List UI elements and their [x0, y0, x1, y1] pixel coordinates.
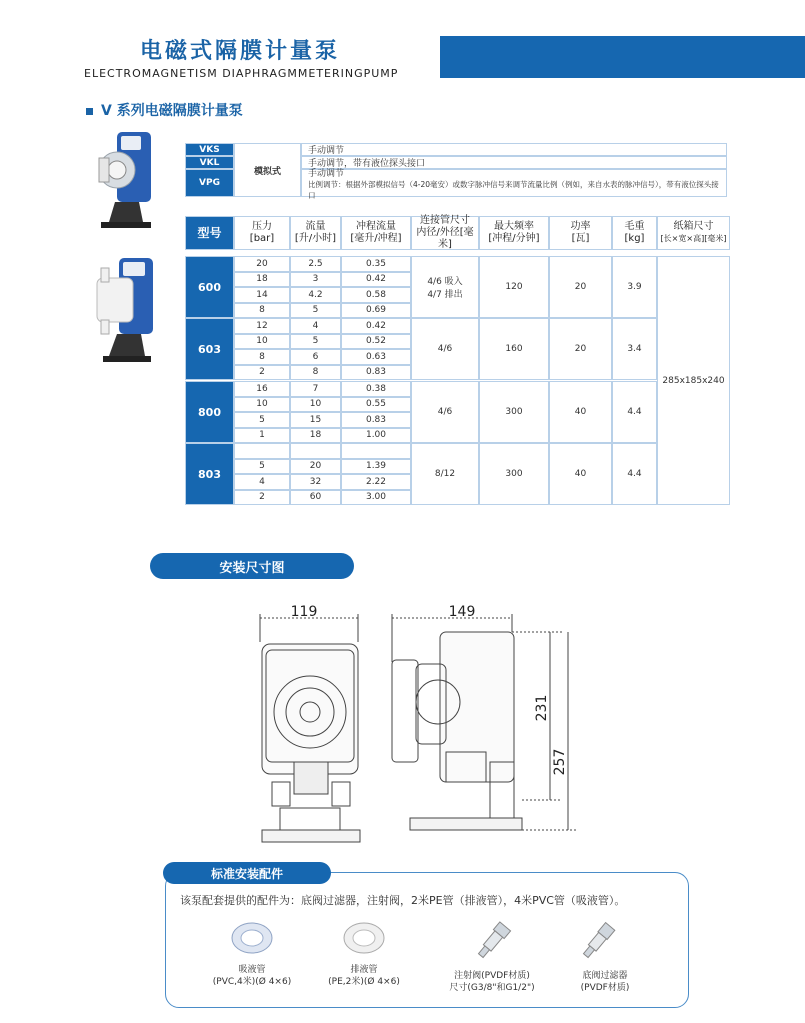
spec-stroke-volume: 0.42 [341, 272, 411, 288]
header-bar [440, 36, 805, 78]
dim-height-total: 257 [552, 748, 568, 776]
spec-header-line1: 压力 [251, 221, 272, 232]
spec-header-line1: 连接管尺寸 [420, 215, 470, 226]
install-dimensions-title: 安装尺寸图 [150, 553, 354, 579]
spec-header-line2: [kg] [624, 233, 645, 244]
spec-header-4 [411, 216, 479, 250]
spec-weight: 4.4 [612, 443, 657, 505]
dim-height-body: 231 [534, 694, 550, 722]
spec-flow [290, 443, 341, 459]
spec-header-5 [479, 216, 549, 250]
spec-max-frequency: 120 [479, 256, 549, 318]
spec-header-line2: [毫升/冲程] [350, 233, 402, 244]
spec-flow: 32 [290, 474, 341, 490]
spec-stroke-volume: 0.55 [341, 397, 411, 413]
spec-flow: 60 [290, 490, 341, 506]
spec-header-line1: 流量 [305, 221, 326, 232]
model-desc-vpg-line2: 比例调节：根据外部模拟信号（4-20毫安）或数字脉冲信号来调节流量比例（例如，来自水表的脉冲信号），带有液位探头接口 [308, 179, 719, 200]
spec-weight: 3.4 [612, 318, 657, 380]
spec-pressure: 5 [234, 459, 290, 475]
foot-valve-filter-image [576, 920, 620, 962]
spec-max-frequency: 160 [479, 318, 549, 380]
accessory-spec: (PVDF材质) [580, 983, 630, 993]
spec-stroke-volume: 0.35 [341, 256, 411, 272]
spec-model-0: 600 [185, 256, 234, 318]
dim-width-side: 149 [448, 604, 476, 620]
spec-stroke-volume: 0.69 [341, 303, 411, 319]
spec-max-frequency: 300 [479, 381, 549, 443]
spec-pressure: 10 [234, 397, 290, 413]
model-desc-vpg-line1: 手动调节 [308, 168, 345, 179]
spec-header-8 [657, 216, 730, 250]
spec-header-6 [549, 216, 612, 250]
spec-stroke-volume: 1.39 [341, 459, 411, 475]
page-title: 电磁式隔膜计量泵 [140, 39, 341, 64]
spec-stroke-volume: 0.58 [341, 287, 411, 303]
spec-pressure: 1 [234, 428, 290, 444]
spec-header-model: 型号 [185, 216, 234, 250]
page-subtitle: ELECTROMAGNETISM DIAPHRAGMMETERINGPUMP [84, 67, 399, 80]
spec-pressure: 12 [234, 318, 290, 334]
spec-flow: 6 [290, 349, 341, 365]
spec-flow: 4 [290, 318, 341, 334]
mode-label: 模拟式 [234, 143, 301, 197]
spec-header-line1: 毛重 [624, 221, 645, 232]
spec-flow: 10 [290, 397, 341, 413]
spec-header-line1: 最大频率 [493, 221, 534, 232]
accessories-intro: 该泵配套提供的配件为：底阀过滤器，注射阀，2米PE管（排液管），4米PVC管（吸液管）。 [180, 894, 626, 907]
spec-flow: 15 [290, 412, 341, 428]
section-title-text: V 系列电磁隔膜计量泵 [101, 103, 243, 119]
spec-pressure: 4 [234, 474, 290, 490]
dim-width-front: 119 [290, 604, 318, 620]
spec-flow: 7 [290, 381, 341, 397]
accessory-injection-valve [440, 970, 544, 994]
accessory-spec: (PVC,4米)(Ø 4×6) [212, 977, 292, 987]
spec-stroke-volume: 3.00 [341, 490, 411, 506]
section-title [86, 100, 243, 120]
spec-stroke-volume: 0.42 [341, 318, 411, 334]
spec-stroke-volume: 0.83 [341, 412, 411, 428]
spec-pipe-size: 4/6 [411, 318, 479, 380]
spec-weight: 3.9 [612, 256, 657, 318]
spec-header-7 [612, 216, 657, 250]
accessory-spec: 尺寸(G3/8"和G1/2") [449, 983, 535, 993]
model-desc-vpg [301, 168, 727, 200]
spec-header-line1: 冲程流量 [355, 221, 396, 232]
spec-model-2: 800 [185, 381, 234, 443]
spec-stroke-volume: 0.38 [341, 381, 411, 397]
spec-pressure: 14 [234, 287, 290, 303]
spec-carton-size: 285x185x240 [657, 256, 730, 505]
accessories-title: 标准安装配件 [163, 862, 331, 884]
spec-power: 20 [549, 256, 612, 318]
dimension-drawing [250, 602, 590, 844]
accessory-foot-valve-filter [560, 970, 650, 994]
accessory-discharge-tube [318, 964, 410, 988]
spec-flow: 18 [290, 428, 341, 444]
spec-header-line2: [bar] [249, 233, 275, 244]
model-code-vks: VKS [185, 143, 234, 156]
spec-header-1 [234, 216, 290, 250]
spec-header-line2: [升/小时] [294, 233, 337, 244]
spec-stroke-volume: 0.83 [341, 365, 411, 381]
spec-flow: 4.2 [290, 287, 341, 303]
spec-header-line1: 纸箱尺寸 [673, 221, 714, 232]
model-code-vkl: VKL [185, 156, 234, 169]
spec-pressure: 10 [234, 334, 290, 350]
accessory-spec: (PE,2米)(Ø 4×6) [328, 977, 400, 987]
spec-header-2 [290, 216, 341, 250]
accessory-name: 排液管 [350, 965, 378, 975]
spec-power: 40 [549, 443, 612, 505]
spec-pipe-size: 8/12 [411, 443, 479, 505]
spec-power: 20 [549, 318, 612, 380]
spec-flow: 3 [290, 272, 341, 288]
spec-header-line2: 内径/外径[毫米] [416, 227, 474, 250]
spec-max-frequency: 300 [479, 443, 549, 505]
spec-weight: 4.4 [612, 381, 657, 443]
spec-pressure: 16 [234, 381, 290, 397]
accessory-name: 底阀过滤器 [582, 971, 628, 981]
spec-header-3 [341, 216, 411, 250]
spec-pressure: 18 [234, 272, 290, 288]
injection-valve-image [468, 920, 518, 962]
spec-pressure: 5 [234, 412, 290, 428]
spec-model-1: 603 [185, 318, 234, 380]
spec-header-line1: 功率 [570, 221, 591, 232]
accessory-name: 注射阀(PVDF材质) [454, 971, 530, 981]
spec-flow: 5 [290, 303, 341, 319]
spec-header-line2: [冲程/分钟] [488, 233, 540, 244]
spec-pipe-size: 4/6 吸入 4/7 排出 [411, 256, 479, 318]
pump-image-2 [95, 254, 157, 370]
accessory-name: 吸液管 [238, 965, 266, 975]
spec-flow: 20 [290, 459, 341, 475]
spec-pressure: 8 [234, 349, 290, 365]
spec-stroke-volume: 0.52 [341, 334, 411, 350]
spec-stroke-volume: 1.00 [341, 428, 411, 444]
pump-image-1 [95, 126, 157, 234]
spec-stroke-volume [341, 443, 411, 459]
spec-flow: 2.5 [290, 256, 341, 272]
spec-pressure: 20 [234, 256, 290, 272]
bullet-square-icon [86, 108, 93, 115]
spec-pressure [234, 443, 290, 459]
spec-stroke-volume: 0.63 [341, 349, 411, 365]
spec-pressure: 8 [234, 303, 290, 319]
suction-tube-image [228, 918, 276, 958]
spec-pipe-size: 4/6 [411, 381, 479, 443]
model-code-vpg: VPG [185, 169, 234, 197]
spec-flow: 5 [290, 334, 341, 350]
spec-header-line2: [瓦] [571, 233, 590, 244]
model-desc-vkl: 手动调节，带有液位探头接口 [301, 156, 727, 169]
spec-model-3: 803 [185, 443, 234, 505]
spec-stroke-volume: 2.22 [341, 474, 411, 490]
discharge-tube-image [340, 918, 388, 958]
spec-flow: 8 [290, 365, 341, 381]
spec-pressure: 2 [234, 490, 290, 506]
model-desc-vks: 手动调节 [301, 143, 727, 156]
spec-pressure: 2 [234, 365, 290, 381]
spec-header-line2: [长×宽×高][毫米] [660, 234, 727, 243]
accessory-suction-tube [205, 964, 299, 988]
spec-power: 40 [549, 381, 612, 443]
